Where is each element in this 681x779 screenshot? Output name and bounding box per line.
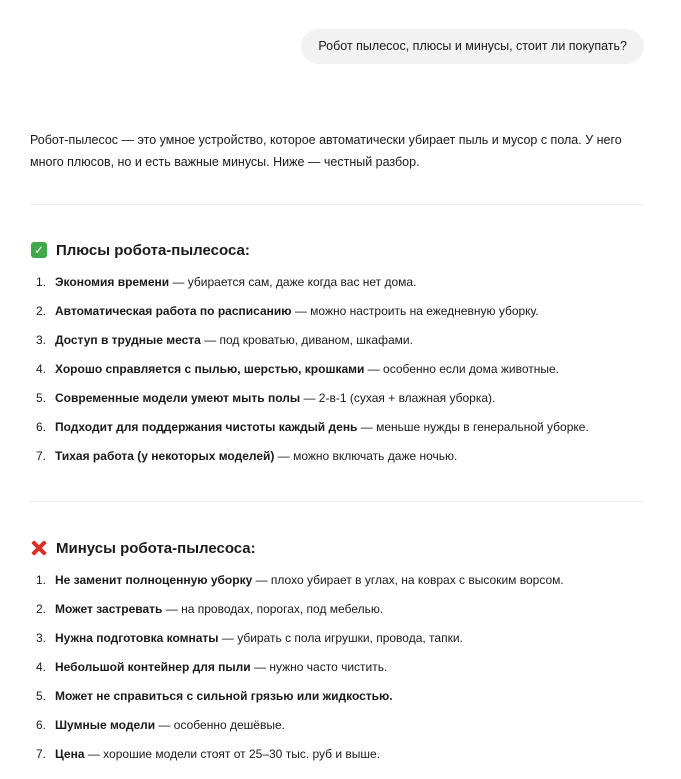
item-number: 7.: [36, 746, 47, 761]
list-item: [30, 383, 644, 412]
cross-mark-icon: [30, 539, 48, 557]
item-bold-text: Доступ в трудные места: [55, 332, 201, 347]
item-number: 6.: [36, 419, 47, 434]
item-text: — особенно если дома животные.: [364, 361, 559, 376]
assistant-answer: [30, 129, 644, 768]
item-bold-text: Тихая работа (у некоторых моделей): [55, 448, 275, 463]
item-number: 2.: [36, 601, 47, 616]
list-item: [30, 565, 644, 594]
list-item: [30, 441, 644, 470]
item-number: 5.: [36, 390, 47, 405]
item-bold-text: Шумные модели: [55, 717, 156, 732]
list-item: [30, 325, 644, 354]
item-bold-text: Экономия времени: [55, 274, 170, 289]
list-item: [30, 681, 644, 710]
item-text: — убирать с пола игрушки, провода, тапки.: [218, 630, 463, 645]
item-number: 1.: [36, 274, 47, 289]
list-item: [30, 652, 644, 681]
item-bold-text: Небольшой контейнер для пыли: [55, 659, 251, 674]
item-number: 1.: [36, 572, 47, 587]
item-bold-text: Автоматическая работа по расписанию: [55, 303, 292, 318]
item-bold-text: Современные модели умеют мыть полы: [55, 390, 301, 405]
item-text: — плохо убирает в углах, на коврах с высоким ворсом.: [252, 572, 564, 587]
item-bold-text: Цена: [55, 746, 85, 761]
item-bold-text: Не заменит полноценную уборку: [55, 572, 253, 587]
pros-title: Плюсы робота-пылесоса:: [56, 241, 250, 259]
cons-list: [30, 565, 644, 768]
item-text: — убирается сам, даже когда вас нет дома.: [169, 274, 417, 289]
item-bold-text: Может не справиться с сильной грязью или жидкостью.: [55, 688, 393, 703]
item-text: — на проводах, порогах, под мебелью.: [162, 601, 384, 616]
item-number: 3.: [36, 332, 47, 347]
item-number: 3.: [36, 630, 47, 645]
item-text: — нужно часто чистить.: [250, 659, 388, 674]
list-item: [30, 594, 644, 623]
list-item: [30, 296, 644, 325]
item-text: — можно настроить на ежедневную уборку.: [291, 303, 539, 318]
list-item: [30, 623, 644, 652]
list-item: [30, 354, 644, 383]
check-mark-icon: ✓: [31, 242, 47, 258]
list-item: [30, 267, 644, 296]
item-text: — под кроватью, диваном, шкафами.: [200, 332, 413, 347]
item-text: — можно включать даже ночью.: [274, 448, 458, 463]
item-number: 2.: [36, 303, 47, 318]
cons-heading: [30, 537, 644, 559]
item-number: 5.: [36, 688, 47, 703]
item-bold-text: Подходит для поддержания чистоты каждый день: [55, 419, 358, 434]
item-text: — хорошие модели стоят от 25–30 тыс. руб и выше.: [84, 746, 381, 761]
item-text: — 2-в-1 (сухая + влажная уборка).: [300, 390, 496, 405]
section-divider: [30, 204, 644, 205]
list-item: [30, 412, 644, 441]
item-bold-text: Хорошо справляется с пылью, шерстью, крошками: [55, 361, 365, 376]
item-bold-text: Может застревать: [55, 601, 163, 616]
pros-list: [30, 267, 644, 470]
item-number: 6.: [36, 717, 47, 732]
pros-heading: [30, 239, 644, 261]
list-item: [30, 739, 644, 768]
item-text: — меньше нужды в генеральной уборке.: [357, 419, 589, 434]
answer-intro: Робот-пылесос — это умное устройство, которое автоматически убирает пыль и мусор с пола. У него много плюсов, но и есть важные минусы. Ниже — честный разбор.: [30, 133, 622, 169]
cons-title: Минусы робота-пылесоса:: [56, 539, 256, 557]
item-text: — особенно дешёвые.: [155, 717, 285, 732]
list-item: [30, 710, 644, 739]
item-number: 4.: [36, 659, 47, 674]
item-bold-text: Нужна подготовка комнаты: [55, 630, 219, 645]
item-number: 7.: [36, 448, 47, 463]
user-message-bubble: Робот пылесос, плюсы и минусы, стоит ли покупать?: [301, 29, 644, 64]
section-divider: [30, 501, 644, 502]
item-number: 4.: [36, 361, 47, 376]
